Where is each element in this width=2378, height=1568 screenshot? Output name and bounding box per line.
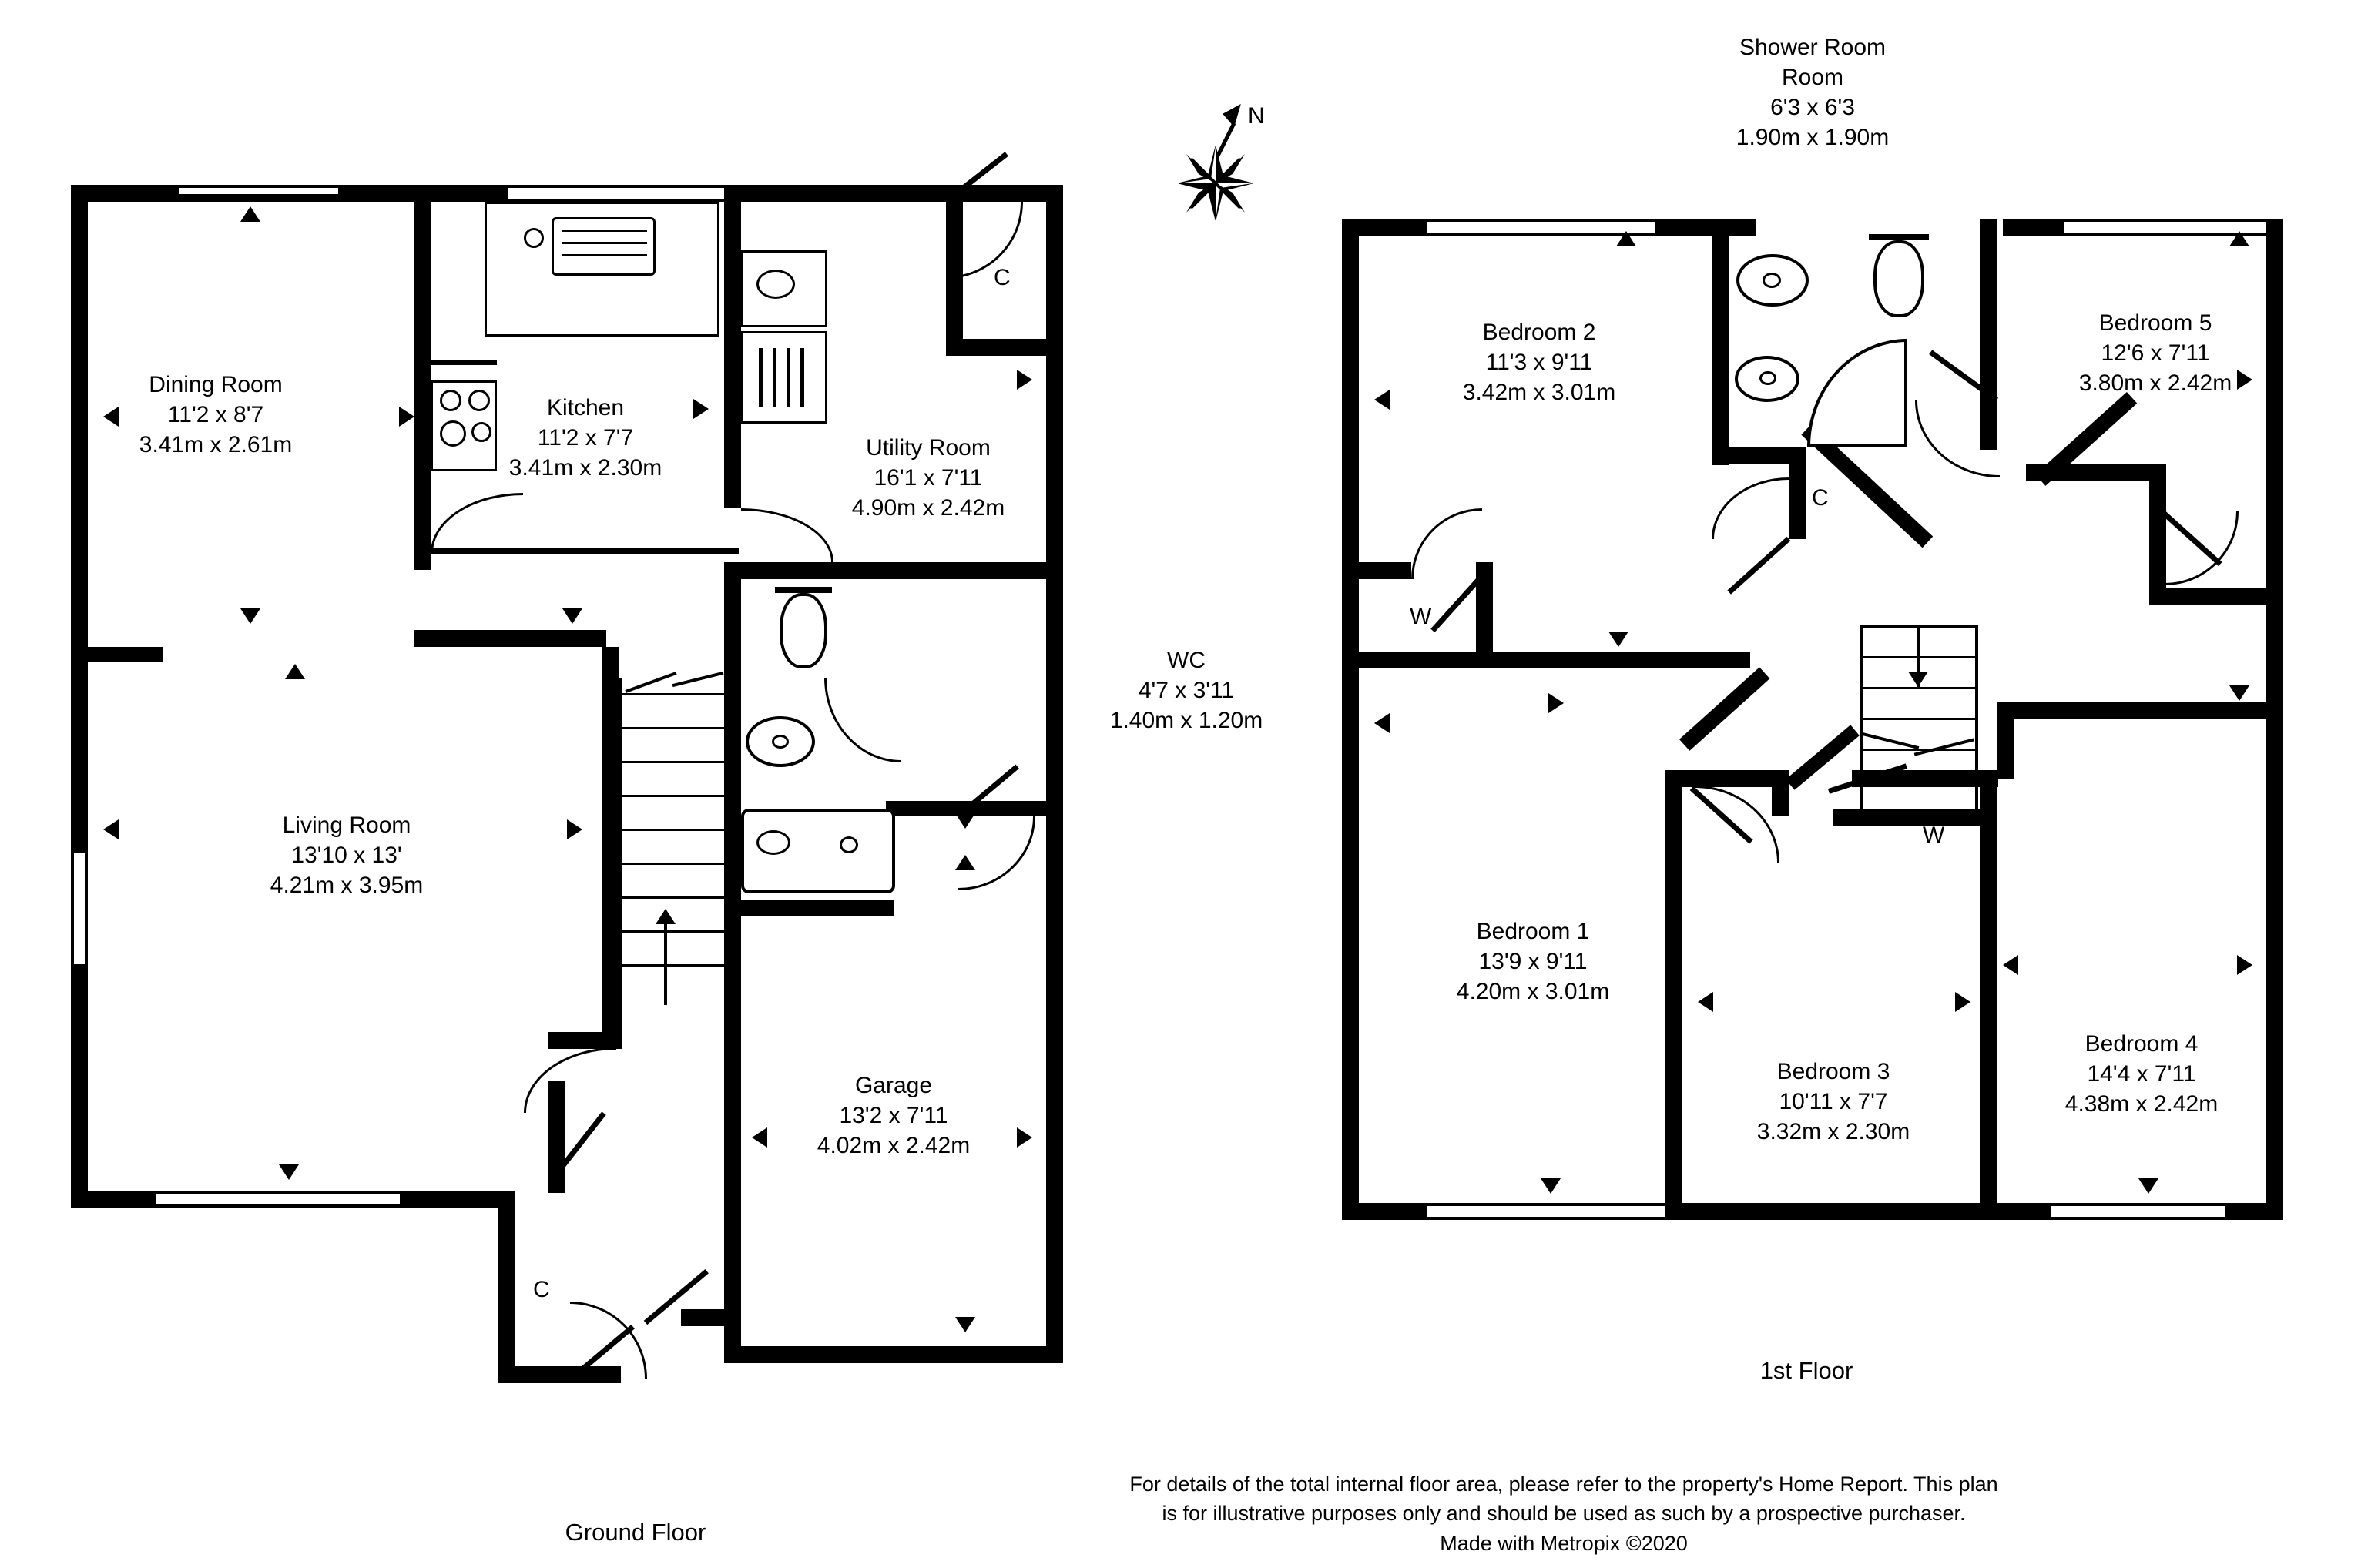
bedroom-4-metric: 4.38m x 2.42m (2064, 1091, 2219, 1117)
ff-wall-top-mid (1656, 219, 1756, 236)
ff-stair-step (1860, 687, 1977, 689)
kitchen-sink-drainer-3 (562, 254, 647, 256)
ff-arrow-bed4-bottom (2138, 1178, 2158, 1194)
footer-line-2: is for illustrative purposes only and should be used as such by a prospective purchaser. (1162, 1502, 1966, 1526)
wc-basin-plug (772, 735, 789, 749)
bedroom-3-metric: 3.32m x 2.30m (1756, 1119, 1910, 1144)
gf-arrow-dining-top (240, 206, 260, 222)
gf-cupboard-label-porch: C (533, 1277, 550, 1302)
ff-stairs-down-arrow (1908, 672, 1928, 687)
first-floor-caption: 1st Floor (1759, 1357, 1853, 1384)
bedroom-2-imperial: 11'3 x 9'11 (1485, 350, 1593, 375)
gf-door-hall-living (524, 1047, 616, 1113)
gf-stairs-up-arrow (656, 909, 676, 924)
ff-wall-landing-lower-left (1772, 770, 1789, 816)
gf-stair-step (619, 727, 724, 729)
bedroom-2-metric: 3.42m x 3.01m (1462, 380, 1616, 405)
ff-wall-cupboard-side (1789, 447, 1806, 539)
living-room-metric: 4.21m x 3.95m (270, 873, 424, 898)
washer-line-3 (787, 348, 790, 407)
ff-arrow-bed5-top (2229, 231, 2249, 246)
svg-text:N: N (1248, 103, 1265, 129)
bedroom-5-metric: 3.80m x 2.42m (2078, 370, 2232, 396)
bedroom-5-name: Bedroom 5 (2098, 310, 2212, 336)
hob-ring-1 (440, 390, 461, 411)
shower-cubicle-icon (1807, 339, 1907, 447)
shower-toilet-cistern (1869, 234, 1929, 240)
room-label-bedroom-5 (2032, 308, 2279, 398)
ff-door-cupboard-leaf (1727, 537, 1790, 595)
living-room-imperial: 13'10 x 13' (291, 843, 402, 868)
gf-window-kitchen-top (505, 185, 740, 202)
footer-line-1: For details of the total internal floor area, please refer to the property's Home Report. This plan (1129, 1473, 1998, 1496)
ff-arrow-bed1-left-2 (1698, 992, 1713, 1012)
gf-arrow-living-top (285, 664, 305, 679)
ff-wall-landing-right (2149, 464, 2166, 595)
wc-bath-tap (756, 830, 790, 855)
kitchen-sink-drainer-1 (562, 230, 647, 232)
gf-door-utility-top (946, 202, 1023, 279)
gf-cupboard-label-utility: C (994, 265, 1011, 290)
room-label-dining-room (77, 370, 354, 460)
room-label-living-room (208, 810, 485, 900)
kitchen-metric: 3.41m x 2.30m (508, 455, 662, 481)
kitchen-imperial: 11'2 x 7'7 (537, 425, 634, 451)
ff-arrow-bed4-left (2003, 955, 2018, 975)
wc-metric: 1.40m x 1.20m (1109, 708, 1263, 733)
utility-sink-bowl (756, 270, 795, 299)
bedroom-4-imperial: 14'4 x 7'11 (2087, 1061, 2196, 1087)
wc-bath-plug (840, 836, 858, 853)
gf-wall-hall-lower (548, 1032, 622, 1049)
gf-wall-porch-right (681, 1309, 735, 1326)
garage-metric: 4.02m x 2.42m (817, 1133, 971, 1158)
ff-wall-bottom-left (1342, 1203, 1427, 1220)
washer-line-2 (773, 348, 776, 407)
dining-room-imperial: 11'2 x 8'7 (167, 402, 264, 427)
ff-wall-bed1-top (1665, 770, 1789, 787)
ff-stair-step (1860, 718, 1977, 720)
gf-stair-step (619, 693, 724, 695)
ff-arrow-bed5-bottom (2229, 685, 2249, 701)
ff-window-bed4-bottom (2048, 1203, 2229, 1220)
gf-wall-utility-bottom (886, 562, 1063, 579)
gf-window-living-left (71, 850, 88, 967)
room-label-bedroom-3 (1710, 1057, 1957, 1147)
garage-name: Garage (854, 1073, 933, 1098)
gf-staircase (619, 678, 724, 1032)
ff-wardrobe-label-2: W (1923, 823, 1945, 848)
gf-wall-wc-bottom (724, 900, 894, 916)
gf-arrow-utility-up (955, 855, 975, 870)
gf-arrow-living-bottom (279, 1164, 299, 1180)
bedroom-1-name: Bedroom 1 (1476, 919, 1590, 944)
ff-wall-bed2-bottom (1342, 652, 1581, 668)
kitchen-name: Kitchen (546, 395, 625, 420)
ff-wall-bed4-top (1997, 702, 2283, 719)
bedroom-2-name: Bedroom 2 (1482, 320, 1596, 345)
shower-room-metric: 1.90m x 1.90m (1736, 125, 1890, 150)
ff-wall-bed3-right (1980, 770, 1997, 1220)
gf-wall-hall-right (602, 647, 619, 1032)
gf-stair-step (619, 896, 724, 899)
ff-arrow-bed1-left (1374, 713, 1390, 733)
kitchen-worktop-edge (431, 360, 497, 365)
ff-door-cupboard (1712, 477, 1789, 539)
gf-stair-step (619, 930, 724, 933)
wc-toilet-icon (780, 593, 827, 668)
kitchen-sink-drainer-2 (562, 242, 647, 244)
ff-wall-top-left (1342, 219, 1427, 236)
gf-wall-porch-left (498, 1191, 515, 1383)
ff-arrow-bed2-top (1616, 231, 1636, 246)
ff-wall-bed5-bottom (2149, 588, 2283, 605)
ff-wall-landing-diag-4 (1786, 725, 1860, 789)
ff-wall-landing-diag-3 (1679, 667, 1769, 751)
dining-room-metric: 3.41m x 2.61m (139, 432, 293, 457)
gf-wall-dining-kitchen (414, 185, 431, 570)
bedroom-4-name: Bedroom 4 (2085, 1031, 2199, 1057)
gf-wall-top-right (740, 185, 1063, 202)
ff-door-bed2 (1411, 508, 1482, 579)
dining-room-name: Dining Room (149, 372, 283, 397)
ff-arrow-bed3-right (1955, 992, 1970, 1012)
gf-arrow-dining-bottom (240, 608, 260, 624)
ff-arrow-bed3-bottom (1541, 1178, 1561, 1194)
room-label-utility-room (801, 433, 1055, 523)
gf-wall-bottom-mid (401, 1191, 508, 1208)
ff-door-bed1 (1695, 786, 1779, 863)
ff-wall-top-right (2003, 219, 2064, 236)
gf-wall-hall-top (71, 647, 163, 662)
bedroom-1-imperial: 13'9 x 9'11 (1478, 949, 1588, 974)
room-label-bedroom-2 (1416, 317, 1662, 407)
washer-line-4 (800, 348, 804, 407)
gf-wall-bottom-left (71, 1191, 156, 1208)
gf-wall-wc-left (724, 562, 741, 916)
gf-stair-step (619, 964, 724, 967)
ff-cupboard-label: C (1812, 485, 1829, 511)
kitchen-sink (552, 217, 656, 276)
wc-name: WC (1167, 648, 1206, 673)
shower-room-name-2: Room (1781, 65, 1844, 90)
shower-toilet-icon (1873, 240, 1924, 317)
gf-ledge-dining (176, 194, 341, 200)
gf-window-living-bottom (153, 1191, 403, 1208)
ff-wall-bed4-left-upper (1997, 702, 2014, 779)
gf-wall-kitchen-bottom (414, 630, 606, 647)
gf-arrow-garage-bottom (955, 1317, 975, 1332)
bedroom-3-imperial: 10'11 x 7'7 (1779, 1089, 1888, 1114)
footer-note (870, 1469, 2257, 1558)
gf-stair-step (619, 795, 724, 797)
ff-wall-wardrobe-left (1342, 562, 1411, 579)
washer-line-1 (759, 348, 763, 407)
ff-wall-bottom-right (2226, 1203, 2283, 1220)
gf-stairs-left-edge (619, 678, 622, 1032)
wc-imperial: 4'7 x 3'11 (1138, 678, 1235, 703)
shower-second-basin-plug (1759, 371, 1776, 385)
ff-wall-left (1342, 219, 1359, 1220)
ff-wardrobe-label-1: W (1410, 604, 1432, 629)
ff-arrow-bed2-bottom (1608, 632, 1628, 647)
gf-stairs-direction-line (664, 920, 667, 1005)
shower-room-imperial: 6'3 x 6'3 (1770, 95, 1855, 120)
room-label-wc (1071, 645, 1302, 735)
gf-door-kitchen-dining (431, 493, 523, 553)
room-label-bedroom-4 (2018, 1029, 2265, 1119)
gf-wall-wc-top (724, 562, 886, 579)
kitchen-tap-icon (524, 228, 544, 248)
ff-wall-bed1-right (1665, 770, 1682, 1220)
gf-arrow-utility-right (1017, 370, 1032, 390)
compass-rose (1132, 100, 1302, 277)
shower-room-name: Shower Room (1739, 35, 1887, 60)
footer-line-3: Made with Metropix ©2020 (1440, 1531, 1688, 1555)
gf-stair-step (619, 829, 724, 831)
ff-arrow-bed2-left (1374, 390, 1390, 410)
room-label-garage (763, 1070, 1025, 1161)
ff-wall-bed2-right (1712, 219, 1729, 465)
ff-wall-bed2-bottom-2 (1581, 652, 1750, 668)
ground-floor-caption: Ground Floor (565, 1519, 706, 1546)
ff-arrow-bed4-right (2237, 955, 2252, 975)
utility-room-name: Utility Room (866, 435, 991, 461)
bedroom-3-name: Bedroom 3 (1776, 1059, 1890, 1084)
wc-cistern (775, 587, 832, 593)
utility-room-metric: 4.90m x 2.42m (851, 495, 1005, 521)
gf-door-wc (824, 678, 901, 762)
gf-wall-garage-left (724, 886, 741, 1363)
gf-wall-bottom-garage (724, 1346, 1063, 1363)
gf-wall-cupboard-bottom (946, 339, 1063, 356)
ff-stairs-break-1 (1862, 732, 1920, 749)
utility-washer (741, 331, 827, 424)
ff-wall-wardrobe2-bottom (1833, 809, 1980, 826)
gf-arrow-living-left (103, 819, 119, 839)
ff-stairs-break-2 (1914, 738, 1975, 756)
gf-arrow-living-right (567, 819, 582, 839)
gf-arrow-kitchen-bottom (562, 608, 582, 624)
room-label-shower-room (1693, 32, 1932, 152)
utility-room-imperial: 16'1 x 7'11 (874, 465, 983, 491)
ff-door-bed5 (1915, 400, 2000, 477)
gf-wall-right (1046, 185, 1063, 1363)
garage-imperial: 13'2 x 7'11 (839, 1103, 948, 1128)
bedroom-1-metric: 4.20m x 3.01m (1456, 979, 1610, 1004)
room-label-bedroom-1 (1410, 916, 1656, 1007)
gf-stair-step (619, 761, 724, 763)
gf-arrow-utility-down (955, 813, 975, 829)
gf-wall-kitchen-utility (724, 185, 741, 508)
gf-arrow-dining-right (399, 407, 414, 427)
gf-stair-step (619, 863, 724, 865)
gf-wall-left (71, 185, 88, 1208)
bedroom-5-imperial: 12'6 x 7'11 (2101, 340, 2210, 366)
ff-arrow-bed1-right (1548, 693, 1564, 713)
ff-window-bed3-bottom (1424, 1203, 1669, 1220)
room-label-kitchen (462, 393, 709, 483)
gf-wall-top-left (71, 185, 179, 202)
shower-basin-plug (1763, 273, 1781, 288)
living-room-name: Living Room (282, 812, 411, 838)
